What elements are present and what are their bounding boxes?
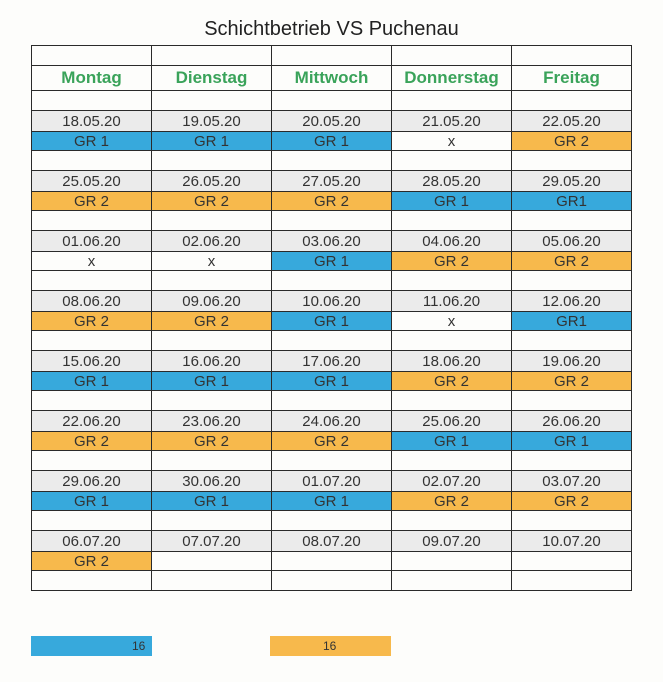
date-row bbox=[32, 471, 632, 492]
group-cell: GR 2 bbox=[512, 252, 632, 271]
empty-cell bbox=[152, 391, 272, 411]
legend-gr1-count: 16 bbox=[132, 639, 146, 653]
spacer-row bbox=[32, 211, 632, 231]
date-cell: 19.06.20 bbox=[512, 351, 632, 372]
date-cell: 02.07.20 bbox=[392, 471, 512, 492]
group-row bbox=[32, 132, 632, 151]
empty-cell bbox=[512, 451, 632, 471]
date-cell: 20.05.20 bbox=[272, 111, 392, 132]
group-cell: GR 1 bbox=[32, 492, 152, 511]
empty-cell bbox=[392, 331, 512, 351]
schedule-table bbox=[31, 45, 632, 591]
spacer-row bbox=[32, 151, 632, 171]
empty-cell bbox=[152, 451, 272, 471]
empty-cell bbox=[392, 271, 512, 291]
date-row bbox=[32, 111, 632, 132]
date-cell: 29.05.20 bbox=[512, 171, 632, 192]
empty-cell bbox=[392, 91, 512, 111]
empty-cell bbox=[392, 451, 512, 471]
group-cell: GR 2 bbox=[272, 192, 392, 211]
weekday-header-row bbox=[32, 66, 632, 91]
empty-cell bbox=[512, 511, 632, 531]
group-row bbox=[32, 492, 632, 511]
legend-gr2-count: 16 bbox=[323, 639, 337, 653]
group-cell: GR 2 bbox=[152, 192, 272, 211]
group-cell: GR 1 bbox=[392, 192, 512, 211]
empty-cell bbox=[152, 331, 272, 351]
group-cell: GR 2 bbox=[392, 252, 512, 271]
date-cell: 26.06.20 bbox=[512, 411, 632, 432]
spacer-row bbox=[32, 451, 632, 471]
date-row bbox=[32, 351, 632, 372]
empty-cell bbox=[152, 91, 272, 111]
group-cell: GR 2 bbox=[32, 552, 152, 571]
empty-cell bbox=[32, 211, 152, 231]
group-cell: GR 1 bbox=[152, 372, 272, 391]
group-cell: x bbox=[32, 252, 152, 271]
date-cell: 22.06.20 bbox=[32, 411, 152, 432]
date-cell: 03.07.20 bbox=[512, 471, 632, 492]
spacer-row bbox=[32, 391, 632, 411]
date-cell: 08.06.20 bbox=[32, 291, 152, 312]
date-cell: 25.05.20 bbox=[32, 171, 152, 192]
group-cell: GR 1 bbox=[272, 492, 392, 511]
group-cell: GR 2 bbox=[272, 432, 392, 451]
group-cell bbox=[512, 552, 632, 571]
group-cell: GR 2 bbox=[32, 312, 152, 331]
group-row bbox=[32, 432, 632, 451]
empty-cell bbox=[32, 571, 152, 591]
date-row bbox=[32, 231, 632, 252]
group-cell: GR1 bbox=[512, 192, 632, 211]
weekday-header: Dienstag bbox=[152, 66, 272, 91]
empty-cell bbox=[152, 571, 272, 591]
group-cell: GR 1 bbox=[392, 432, 512, 451]
empty-cell bbox=[272, 571, 392, 591]
empty-cell bbox=[272, 91, 392, 111]
empty-cell bbox=[392, 46, 512, 66]
group-cell: x bbox=[392, 312, 512, 331]
group-row bbox=[32, 372, 632, 391]
empty-cell bbox=[512, 571, 632, 591]
empty-cell bbox=[512, 151, 632, 171]
empty-cell bbox=[512, 391, 632, 411]
group-cell bbox=[272, 552, 392, 571]
empty-cell bbox=[32, 451, 152, 471]
date-cell: 10.06.20 bbox=[272, 291, 392, 312]
group-row bbox=[32, 252, 632, 271]
empty-cell bbox=[512, 211, 632, 231]
date-row bbox=[32, 171, 632, 192]
weekday-header: Mittwoch bbox=[272, 66, 392, 91]
group-cell: x bbox=[152, 252, 272, 271]
spacer-row bbox=[32, 331, 632, 351]
empty-cell bbox=[392, 211, 512, 231]
spacer-row bbox=[32, 91, 632, 111]
legend-gr2-swatch bbox=[270, 636, 391, 656]
date-row bbox=[32, 291, 632, 312]
group-cell: GR 1 bbox=[272, 252, 392, 271]
empty-cell bbox=[512, 271, 632, 291]
date-cell: 15.06.20 bbox=[32, 351, 152, 372]
date-cell: 22.05.20 bbox=[512, 111, 632, 132]
date-cell: 12.06.20 bbox=[512, 291, 632, 312]
group-cell: GR 1 bbox=[272, 372, 392, 391]
group-cell: GR 1 bbox=[272, 132, 392, 151]
empty-cell bbox=[152, 151, 272, 171]
group-cell: GR 2 bbox=[512, 132, 632, 151]
group-cell: GR 2 bbox=[152, 432, 272, 451]
empty-cell bbox=[32, 511, 152, 531]
date-cell: 04.06.20 bbox=[392, 231, 512, 252]
empty-cell bbox=[32, 331, 152, 351]
empty-cell bbox=[272, 211, 392, 231]
legend-gr1-swatch bbox=[31, 636, 152, 656]
date-row bbox=[32, 531, 632, 552]
group-row bbox=[32, 552, 632, 571]
group-cell: GR 1 bbox=[272, 312, 392, 331]
date-cell: 01.06.20 bbox=[32, 231, 152, 252]
empty-cell bbox=[512, 91, 632, 111]
spacer-row bbox=[32, 46, 632, 66]
empty-cell bbox=[392, 571, 512, 591]
empty-cell bbox=[392, 511, 512, 531]
empty-cell bbox=[512, 331, 632, 351]
date-cell: 17.06.20 bbox=[272, 351, 392, 372]
date-cell: 01.07.20 bbox=[272, 471, 392, 492]
date-cell: 09.06.20 bbox=[152, 291, 272, 312]
empty-cell bbox=[32, 91, 152, 111]
group-cell bbox=[152, 552, 272, 571]
date-cell: 30.06.20 bbox=[152, 471, 272, 492]
date-cell: 21.05.20 bbox=[392, 111, 512, 132]
date-cell: 26.05.20 bbox=[152, 171, 272, 192]
page-title: Schichtbetrieb VS Puchenau bbox=[204, 18, 459, 40]
group-cell: x bbox=[392, 132, 512, 151]
date-cell: 08.07.20 bbox=[272, 531, 392, 552]
date-cell: 11.06.20 bbox=[392, 291, 512, 312]
empty-cell bbox=[272, 391, 392, 411]
empty-cell bbox=[392, 151, 512, 171]
weekday-header: Donnerstag bbox=[392, 66, 512, 91]
empty-cell bbox=[32, 151, 152, 171]
group-cell: GR 1 bbox=[32, 372, 152, 391]
group-cell bbox=[392, 552, 512, 571]
empty-cell bbox=[272, 151, 392, 171]
group-cell: GR 2 bbox=[512, 372, 632, 391]
date-cell: 25.06.20 bbox=[392, 411, 512, 432]
date-cell: 07.07.20 bbox=[152, 531, 272, 552]
date-cell: 06.07.20 bbox=[32, 531, 152, 552]
empty-cell bbox=[152, 211, 272, 231]
empty-cell bbox=[152, 511, 272, 531]
date-cell: 16.06.20 bbox=[152, 351, 272, 372]
empty-cell bbox=[272, 331, 392, 351]
date-cell: 18.05.20 bbox=[32, 111, 152, 132]
date-cell: 23.06.20 bbox=[152, 411, 272, 432]
empty-cell bbox=[272, 46, 392, 66]
group-cell: GR 1 bbox=[152, 492, 272, 511]
group-cell: GR 2 bbox=[392, 372, 512, 391]
spacer-row bbox=[32, 271, 632, 291]
date-cell: 24.06.20 bbox=[272, 411, 392, 432]
empty-cell bbox=[32, 46, 152, 66]
empty-cell bbox=[272, 451, 392, 471]
group-cell: GR 2 bbox=[512, 492, 632, 511]
group-cell: GR 1 bbox=[32, 132, 152, 151]
group-cell: GR 1 bbox=[152, 132, 272, 151]
empty-cell bbox=[32, 271, 152, 291]
group-cell: GR 2 bbox=[152, 312, 272, 331]
date-cell: 02.06.20 bbox=[152, 231, 272, 252]
spacer-row bbox=[32, 571, 632, 591]
empty-cell bbox=[32, 391, 152, 411]
date-cell: 29.06.20 bbox=[32, 471, 152, 492]
date-cell: 18.06.20 bbox=[392, 351, 512, 372]
empty-cell bbox=[152, 271, 272, 291]
spacer-row bbox=[32, 511, 632, 531]
empty-cell bbox=[152, 46, 272, 66]
group-row bbox=[32, 312, 632, 331]
empty-cell bbox=[512, 46, 632, 66]
weekday-header: Montag bbox=[32, 66, 152, 91]
date-cell: 19.05.20 bbox=[152, 111, 272, 132]
group-cell: GR 2 bbox=[32, 192, 152, 211]
date-cell: 28.05.20 bbox=[392, 171, 512, 192]
date-cell: 03.06.20 bbox=[272, 231, 392, 252]
date-cell: 27.05.20 bbox=[272, 171, 392, 192]
empty-cell bbox=[392, 391, 512, 411]
empty-cell bbox=[272, 511, 392, 531]
group-cell: GR 2 bbox=[32, 432, 152, 451]
group-cell: GR1 bbox=[512, 312, 632, 331]
date-row bbox=[32, 411, 632, 432]
group-cell: GR 1 bbox=[512, 432, 632, 451]
date-cell: 10.07.20 bbox=[512, 531, 632, 552]
date-cell: 09.07.20 bbox=[392, 531, 512, 552]
group-cell: GR 2 bbox=[392, 492, 512, 511]
date-cell: 05.06.20 bbox=[512, 231, 632, 252]
weekday-header: Freitag bbox=[512, 66, 632, 91]
group-row bbox=[32, 192, 632, 211]
empty-cell bbox=[272, 271, 392, 291]
